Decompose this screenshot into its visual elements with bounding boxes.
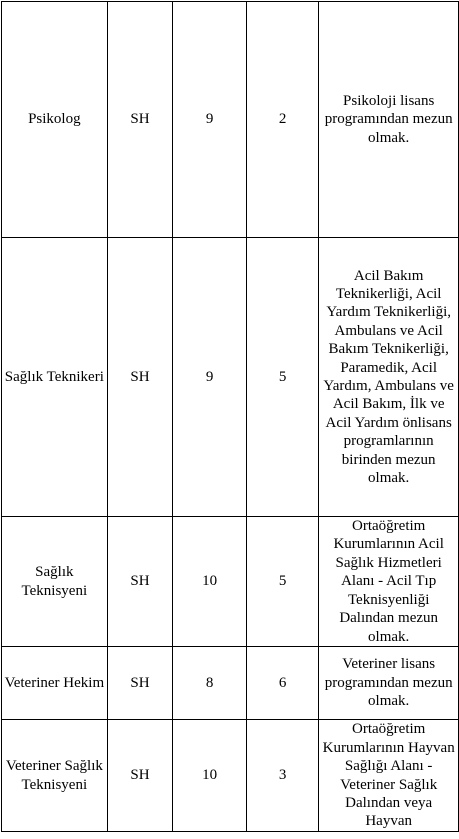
count-value: 6 xyxy=(278,674,287,691)
position-title: Sağlık Teknikeri xyxy=(4,368,104,385)
position-title: Sağlık Teknisyeni xyxy=(21,564,88,599)
degree-cell xyxy=(173,517,247,647)
degree-value: 10 xyxy=(202,767,218,784)
degree-value: 9 xyxy=(205,368,214,385)
table-row xyxy=(2,2,459,238)
requirement-cell xyxy=(319,517,459,647)
count-cell xyxy=(246,720,318,832)
count-cell xyxy=(246,647,318,720)
requirement-text: Acil Bakım Teknikerliği, Acil Yardım Teknikerliği, Ambulans ve Acil Bakım Teknikerliği, Paramedik, Acil Yardım, Ambulans ve Acil Bakım, İlk ve Acil Yardım önlisans programlarının birinden mezun olmak. xyxy=(323,267,454,487)
count-value: 2 xyxy=(278,111,287,128)
position-title-cell xyxy=(2,647,108,720)
class-value: SH xyxy=(130,368,150,385)
class-cell xyxy=(107,647,173,720)
position-title-cell xyxy=(2,2,108,238)
count-value: 5 xyxy=(278,368,287,385)
requirement-cell xyxy=(319,2,459,238)
degree-value: 9 xyxy=(205,111,214,128)
position-title: Veteriner Hekim xyxy=(4,674,105,691)
table-row xyxy=(2,517,459,647)
table-row xyxy=(2,720,459,832)
class-value: SH xyxy=(130,111,150,128)
requirement-text: Psikoloji lisans programından mezun olmak. xyxy=(324,92,453,146)
position-title: Veteriner Sağlık Teknisyeni xyxy=(5,758,103,793)
position-title-cell xyxy=(2,720,108,832)
position-title-cell xyxy=(2,517,108,647)
requirement-text: Ortaöğretim Kurumlarının Acil Sağlık Hizmetleri Alanı - Acil Tıp Teknisyenliği Dalından mezun olmak. xyxy=(333,518,444,645)
count-cell xyxy=(246,238,318,517)
requirement-text: Ortaöğretim Kurumlarının Hayvan Sağlığı Alanı - Veteriner Sağlık Dalından veya Hayvan xyxy=(322,721,455,830)
class-cell xyxy=(107,720,173,832)
class-value: SH xyxy=(130,674,150,691)
table-row xyxy=(2,238,459,517)
count-cell xyxy=(246,2,318,238)
count-cell xyxy=(246,517,318,647)
class-value: SH xyxy=(130,573,150,590)
position-title-cell xyxy=(2,238,108,517)
requirement-cell xyxy=(319,238,459,517)
class-cell xyxy=(107,517,173,647)
class-cell xyxy=(107,238,173,517)
class-value: SH xyxy=(130,767,150,784)
degree-cell xyxy=(173,720,247,832)
count-value: 5 xyxy=(278,573,287,590)
requirement-cell xyxy=(319,647,459,720)
count-value: 3 xyxy=(278,767,287,784)
staff-table xyxy=(1,1,459,832)
requirement-text: Veteriner lisans programından mezun olmak. xyxy=(324,656,453,710)
class-cell xyxy=(107,2,173,238)
table-row xyxy=(2,647,459,720)
degree-cell xyxy=(173,2,247,238)
position-title: Psikolog xyxy=(28,111,81,128)
degree-cell xyxy=(173,238,247,517)
degree-value: 10 xyxy=(202,573,218,590)
degree-value: 8 xyxy=(205,674,214,691)
degree-cell xyxy=(173,647,247,720)
requirement-cell xyxy=(319,720,459,832)
